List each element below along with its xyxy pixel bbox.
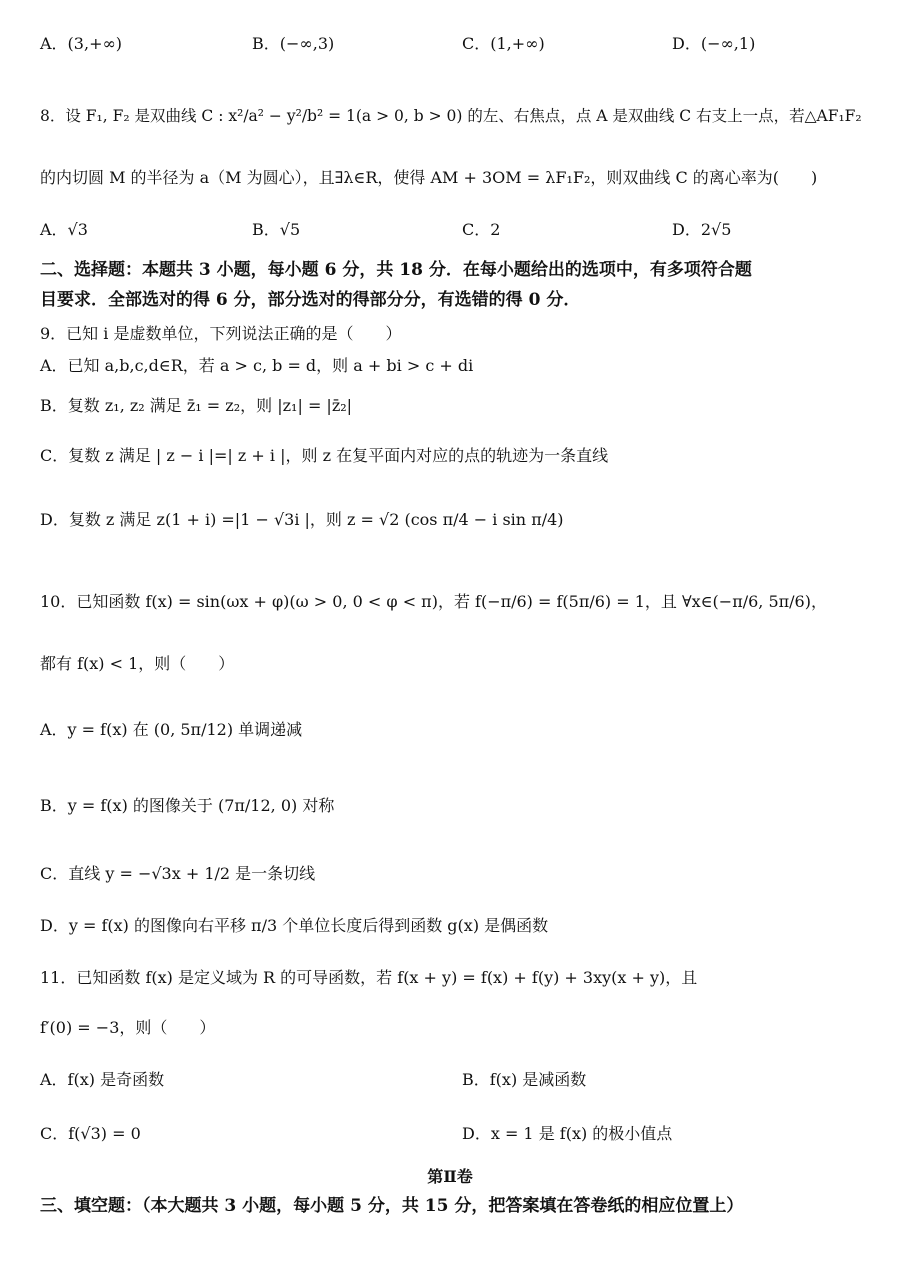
- section2-heading-line2: 目要求．全部选对的得 6 分，部分选对的得部分分，有选错的得 0 分．: [40, 290, 581, 310]
- q8-stem-line1: 8．设 F₁, F₂ 是双曲线 C : x²/a² − y²/b² = 1(a > 0, b > 0) 的左、右焦点，点 A 是双曲线 C 右支上一点，若△AF₁F₂: [40, 107, 862, 125]
- q10-option-b: B．y = f(x) 的图像关于 (7π/12, 0) 对称: [40, 796, 335, 815]
- q7-option-c: C．(1,+∞): [462, 34, 545, 53]
- q8-option-c: C．2: [462, 220, 501, 239]
- q8-option-d: D．2√5: [672, 220, 732, 239]
- q9-option-d: D．复数 z 满足 z(1 + i) =|1 − √3i |，则 z = √2 (cos π/4 − i sin π/4): [40, 510, 564, 529]
- q10-stem-line2: 都有 f(x) < 1，则（ ）: [40, 654, 235, 673]
- q8-option-b: B．√5: [252, 220, 301, 239]
- q11-option-a: A．f(x) 是奇函数: [40, 1070, 165, 1089]
- q7-option-a: A．(3,+∞): [40, 34, 123, 53]
- q9-stem: 9．已知 i 是虚数单位，下列说法正确的是（ ）: [40, 324, 402, 343]
- q11-option-d: D．x = 1 是 f(x) 的极小值点: [462, 1124, 673, 1143]
- q9-option-a: A．已知 a,b,c,d∈R，若 a > c, b = d，则 a + bi > c + di: [40, 356, 474, 375]
- q11-option-b: B．f(x) 是减函数: [462, 1070, 587, 1089]
- q8-option-a: A．√3: [40, 220, 88, 239]
- q10-option-c: C．直线 y = −√3x + 1/2 是一条切线: [40, 864, 316, 883]
- q9-option-b: B．复数 z₁, z₂ 满足 z̄₁ = z₂，则 |z₁| = |z̄₂|: [40, 396, 353, 415]
- q10-stem-line1: 10．已知函数 f(x) = sin(ωx + φ)(ω > 0, 0 < φ < π)，若 f(−π/6) = f(5π/6) = 1，且 ∀x∈(−π/6, 5π/6)，: [40, 592, 827, 611]
- section2-heading-line1: 二、选择题：本题共 3 小题，每小题 6 分，共 18 分．在每小题给出的选项中，有多项符合题: [40, 260, 752, 280]
- q10-option-d: D．y = f(x) 的图像向右平移 π/3 个单位长度后得到函数 g(x) 是偶函数: [40, 916, 549, 935]
- part2-title: 第Ⅱ卷: [427, 1167, 473, 1186]
- q7-option-b: B．(−∞,3): [252, 34, 335, 53]
- q7-option-d: D．(−∞,1): [672, 34, 756, 53]
- q11-stem-line2: f′(0) = −3，则（ ）: [40, 1018, 216, 1037]
- q9-option-c: C．复数 z 满足 | z − i |=| z + i |，则 z 在复平面内对应的点的轨迹为一条直线: [40, 446, 609, 465]
- q11-option-c: C．f(√3) = 0: [40, 1124, 141, 1143]
- section3-heading: 三、填空题：（本大题共 3 小题，每小题 5 分，共 15 分，把答案填在答卷纸的相应位置上）: [40, 1196, 744, 1216]
- q10-option-a: A．y = f(x) 在 (0, 5π/12) 单调递减: [40, 720, 303, 739]
- q8-stem-line2: 的内切圆 M 的半径为 a（M 为圆心），且∃λ∈R，使得 AM + 3OM = λF₁F₂，则双曲线 C 的离心率为( ): [40, 168, 818, 187]
- q11-stem-line1: 11．已知函数 f(x) 是定义域为 R 的可导函数，若 f(x + y) = f(x) + f(y) + 3xy(x + y)，且: [40, 968, 698, 987]
